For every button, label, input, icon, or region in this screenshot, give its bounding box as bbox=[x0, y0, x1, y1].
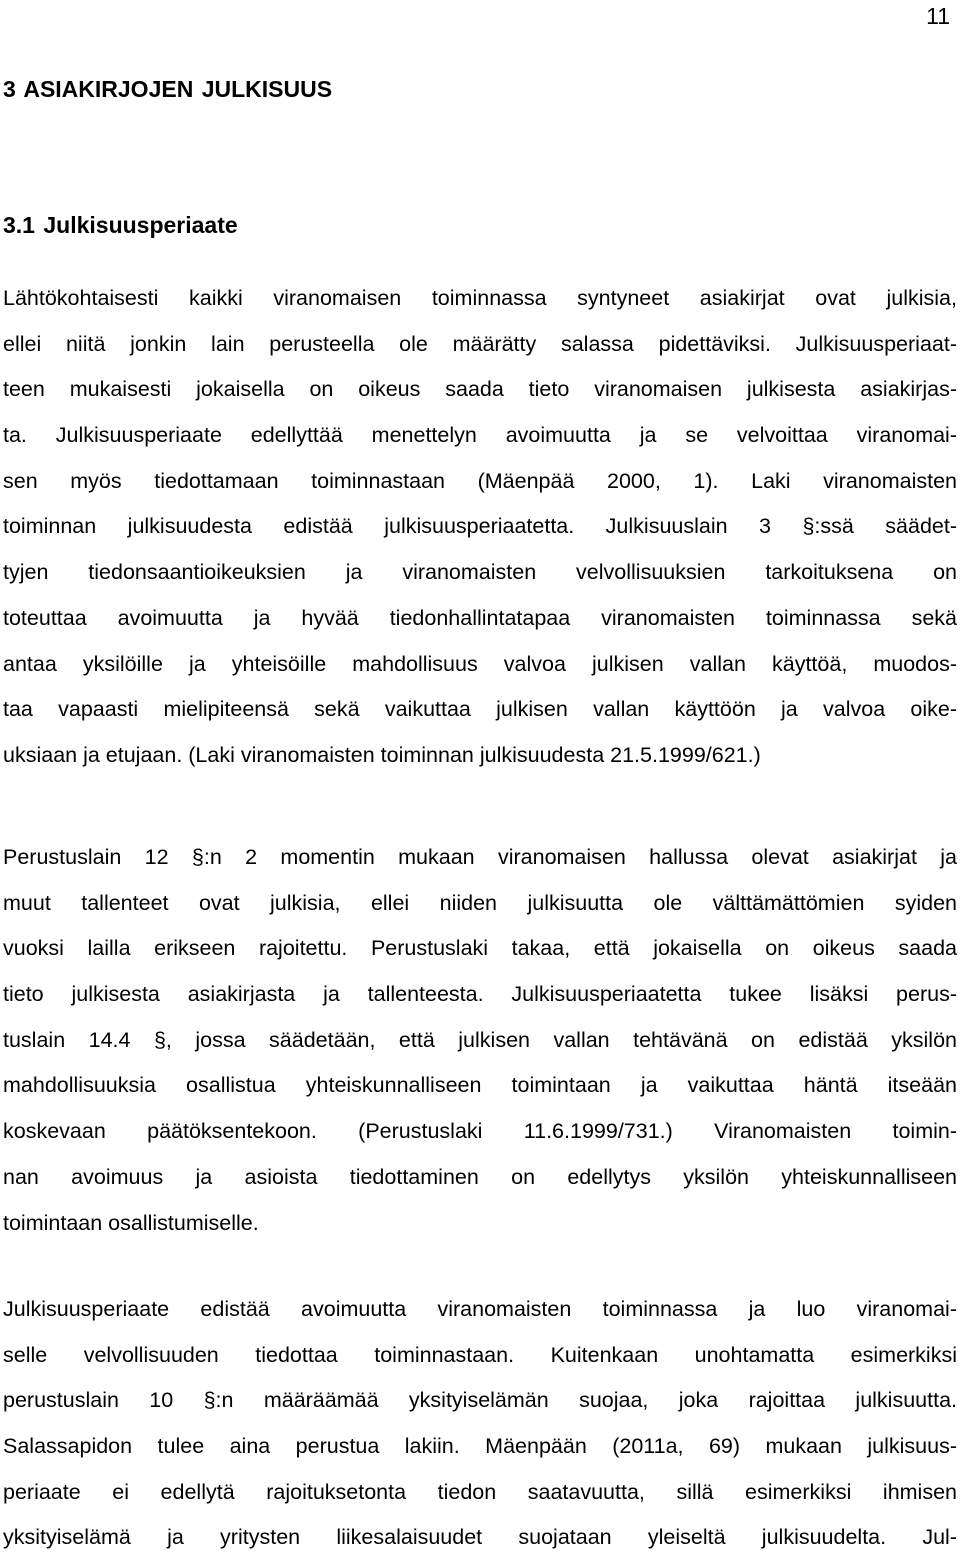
text-line: yksityiselämä ja yritysten liikesalaisuudet suojataan yleiseltä julkisuudelta. Jul- bbox=[3, 1525, 957, 1550]
text-line: Julkisuusperiaate edistää avoimuutta viranomaisten toiminnassa ja luo viranomai- bbox=[3, 1297, 957, 1321]
text-line: Salassapidon tulee aina perustua lakiin. Mäenpään (2011a, 69) mukaan julkisuus- bbox=[3, 1434, 957, 1459]
text-line: periaate ei edellytä rajoituksetonta tiedon saatavuutta, sillä esimerkiksi ihmisen bbox=[3, 1479, 957, 1504]
text-line: tyjen tiedonsaantioikeuksien ja viranomaisten velvollisuuksien tarkoituksena on bbox=[3, 560, 957, 585]
text-line: muut tallenteet ovat julkisia, ellei niiden julkisuutta ole välttämättömien syiden bbox=[3, 890, 957, 915]
text-line: teen mukaisesti jokaisella on oikeus saada tieto viranomaisen julkisesta asiakirjas- bbox=[3, 377, 957, 402]
text-line: koskevaan päätöksentekoon. (Perustuslaki 11.6.1999/731.) Viranomaisten toimin- bbox=[3, 1119, 957, 1144]
text-line: antaa yksilöille ja yhteisöille mahdollisuus valvoa julkisen vallan käyttöä, muodos- bbox=[3, 651, 957, 676]
text-line: tuslain 14.4 §, jossa säädetään, että julkisen vallan tehtävänä on edistää yksilön bbox=[3, 1027, 957, 1052]
text-line: taa vapaasti mielipiteensä sekä vaikuttaa julkisen vallan käyttöön ja valvoa oike- bbox=[3, 697, 957, 722]
text-line: toteuttaa avoimuutta ja hyvää tiedonhallintatapaa viranomaisten toiminnassa sekä bbox=[3, 605, 957, 630]
text-line: toimintaan osallistumiselle. bbox=[3, 1210, 259, 1235]
paragraph-2 bbox=[3, 835, 957, 1246]
text-line: toiminnan julkisuudesta edistää julkisuusperiaatetta. Julkisuuslain 3 §:ssä säädet- bbox=[3, 514, 957, 539]
text-line: ellei niitä jonkin lain perusteella ole määrätty salassa pidettäviksi. Julkisuusperiaat- bbox=[3, 331, 957, 356]
text-line: perustuslain 10 §:n määräämää yksityiselämän suojaa, joka rajoittaa julkisuutta. bbox=[3, 1388, 957, 1413]
paragraph-3 bbox=[3, 1287, 957, 1561]
page-number: 11 bbox=[926, 3, 950, 29]
text-line: nan avoimuus ja asioista tiedottaminen on edellytys yksilön yhteiskunnalliseen bbox=[3, 1164, 957, 1189]
text-line: tieto julkisesta asiakirjasta ja tallenteesta. Julkisuusperiaatetta tukee lisäksi perus- bbox=[3, 982, 957, 1007]
text-line: vuoksi lailla erikseen rajoitettu. Perustuslaki takaa, että jokaisella on oikeus saada bbox=[3, 936, 957, 961]
text-line: mahdollisuuksia osallistua yhteiskunnalliseen toimintaan ja vaikuttaa häntä itseään bbox=[3, 1073, 957, 1098]
text-line: ta. Julkisuusperiaate edellyttää menettelyn avoimuutta ja se velvoittaa viranomai- bbox=[3, 423, 957, 448]
text-line: Perustuslain 12 §:n 2 momentin mukaan viranomaisen hallussa olevat asiakirjat ja bbox=[3, 845, 957, 869]
text-line: sen myös tiedottamaan toiminnastaan (Mäenpää 2000, 1). Laki viranomaisten bbox=[3, 468, 957, 493]
text-line: selle velvollisuuden tiedottaa toiminnastaan. Kuitenkaan unohtamatta esimerkiksi bbox=[3, 1342, 957, 1367]
text-line: Lähtökohtaisesti kaikki viranomaisen toiminnassa syntyneet asiakirjat ovat julkisia, bbox=[3, 286, 957, 310]
text-line: uksiaan ja etujaan. (Laki viranomaisten toiminnan julkisuudesta 21.5.1999/621.) bbox=[3, 742, 761, 767]
paragraph-1 bbox=[3, 276, 957, 779]
chapter-heading: 3 ASIAKIRJOJEN JULKISUUS bbox=[3, 76, 333, 102]
section-heading: 3.1 Julkisuusperiaate bbox=[3, 212, 238, 238]
